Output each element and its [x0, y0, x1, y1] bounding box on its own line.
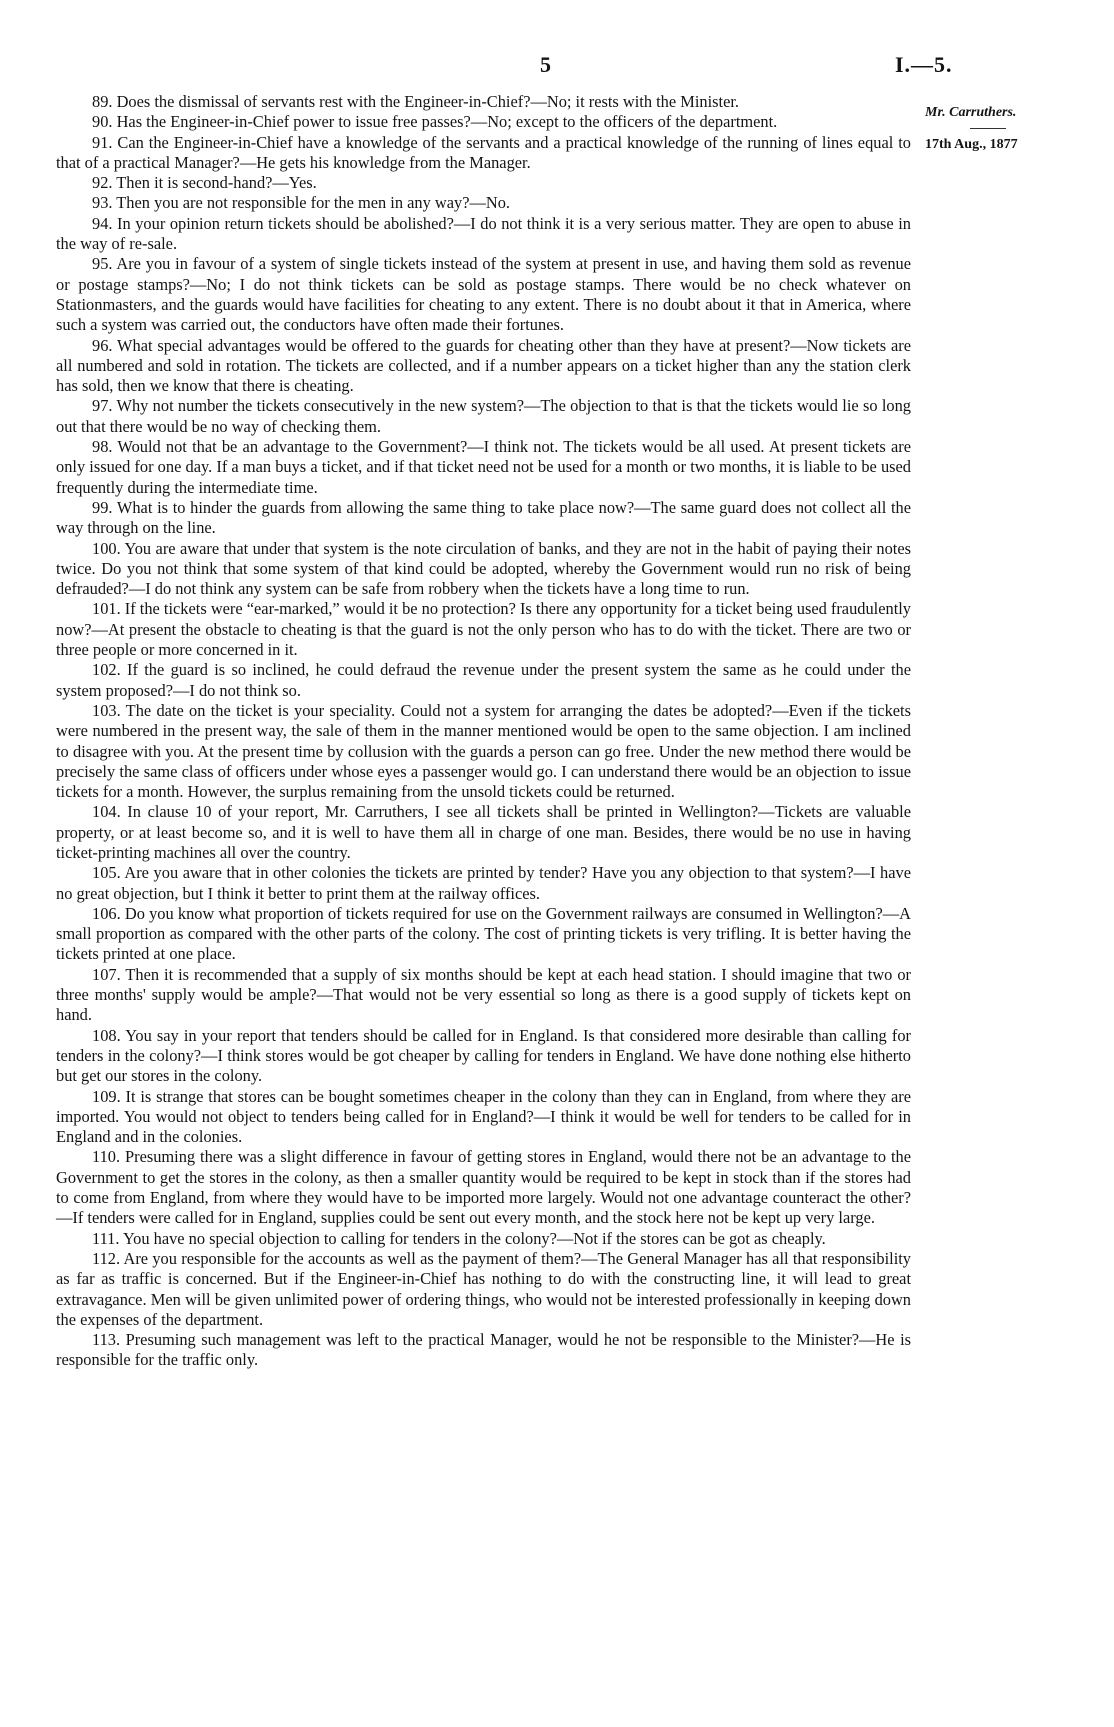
- paragraph-q104: 104. In clause 10 of your report, Mr. Carruthers, I see all tickets shall be printed in Wellington?—Tickets are valuable property, or at least become so, and it is well to have them all in charge of one man. Besides, there would be no use in having ticket-printing machines all over the country.: [56, 802, 911, 862]
- paragraph-q106: 106. Do you know what proportion of tickets required for use on the Government railways are consumed in Wellington?—A small proportion as compared with the other parts of the colony. The cost of printing tickets is very trifling. It is better having the tickets printed at one place.: [56, 903, 911, 964]
- paragraph-q113: 113. Presuming such management was left to the practical Manager, would he not be responsible to the Minister?—He is responsible for the traffic only.: [56, 1330, 911, 1370]
- document-code: I.—5.: [895, 52, 953, 77]
- paragraph-q98: 98. Would not that be an advantage to the Government?—I think not. The tickets would be all used. At present tickets are only issued for one day. If a man buys a ticket, and if that ticket need not be used for a month or two months, it is liable to be used frequently during the intermediate time.: [56, 437, 911, 497]
- paragraph-q89: 89. Does the dismissal of servants rest with the Engineer-in-Chief?—No; it rests with the Minister.: [92, 92, 739, 111]
- paragraph-q110: 110. Presuming there was a slight difference in favour of getting stores in England, would there not be an advantage to the Government to get the stores in the colony, as then a smaller quantity would be required to be kept in stock than if the stores had to come from England, from where they would have to be imported more largely. Would not one advantage counteract the other?—If tenders were called for in England, supplies could be sent out every month, and the stock here not be kept up very large.: [56, 1147, 911, 1228]
- paragraph-q96: 96. What special advantages would be offered to the guards for cheating other than they have at present?—Now tickets are all numbered and sold in rotation. The tickets are collected, and if a number appears on a ticket higher than any the station clerk has sold, then we know that there is cheating.: [56, 335, 911, 396]
- paragraph-q97: 97. Why not number the tickets consecutively in the new system?—The objection to that is that the tickets would lie so long out that there would be no way of checking them.: [56, 396, 911, 436]
- testimony-body: [56, 92, 911, 1371]
- paragraph-q91: 91. Can the Engineer-in-Chief have a knowledge of the servants and a practical knowledge of the running of lines equal to that of a practical Manager?—He gets his knowledge from the Manager.: [56, 132, 911, 172]
- page-number: 5: [540, 52, 551, 77]
- paragraph-q111: 111. You have no special objection to calling for tenders in the colony?—Not if the stores can be got as cheaply.: [92, 1228, 826, 1248]
- paragraph-q100: 100. You are aware that under that system is the note circulation of banks, and they are not in the habit of paying their notes twice. Do you not think that some system of that kind could be adopted, whereby the Government would run no risk of being defrauded?—I do not think any system can be safe from robbery when the tickets have a long time to run.: [56, 538, 911, 599]
- paragraph-q109: 109. It is strange that stores can be bought sometimes cheaper in the colony than they can in England, from where they are imported. You would not object to tenders being called for in England?—I think it would be well for tenders to be called for in England and in the colonies.: [56, 1086, 911, 1147]
- paragraph-q101: 101. If the tickets were “ear-marked,” would it be no protection? Is there any opportunity for a ticket being used fraudulently now?—At present the obstacle to cheating is that the guard is not the only person who has to do with the ticket. There are two or three people or more concerned in it.: [56, 599, 911, 660]
- paragraph-q107: 107. Then it is recommended that a supply of six months should be kept at each head station. I should imagine that two or three months' supply would be ample?—That would not be very essential so long as there is a good supply of tickets kept on hand.: [56, 964, 911, 1025]
- paragraph-q90: 90. Has the Engineer-in-Chief power to issue free passes?—No; except to the officers of the department.: [92, 112, 778, 132]
- paragraph-q105: 105. Are you aware that in other colonies the tickets are printed by tender? Have you any objection to that system?—I have no great objection, but I think it better to print them at the railway offices.: [56, 863, 911, 903]
- paragraph-q92: 92. Then it is second-hand?—Yes.: [92, 173, 317, 193]
- paragraph-q108: 108. You say in your report that tenders should be called for in England. Is that considered more desirable than calling for tenders in the colony?—I think stores would be got cheaper by calling for tenders in England. We have done nothing else hitherto but get our stores in the colony.: [56, 1025, 911, 1086]
- margin-divider: [970, 128, 1006, 129]
- paragraph-q95: 95. Are you in favour of a system of single tickets instead of the system at present in use, and having them sold as revenue or postage stamps?—No; I do not think tickets can be sold as postage stamps. There would be no check whatever on Stationmasters, and the guards would have facilities for cheating to any extent. There is no doubt about it that in America, where such a system was carried out, the conductors have often made their fortunes.: [56, 254, 911, 335]
- margin-witness-name: Mr. Carruthers.: [925, 105, 1017, 120]
- paragraph-q102: 102. If the guard is so inclined, he could defraud the revenue under the present system the same as he could under the system proposed?—I do not think so.: [56, 660, 911, 700]
- margin-date: 17th Aug., 1877: [925, 137, 1018, 152]
- paragraph-q112: 112. Are you responsible for the accounts as well as the payment of them?—The General Manager has all that responsibility as far as traffic is concerned. But if the Engineer-in-Chief has nothing to do with the constructing line, it will lead to great extravagance. Men will be given unlimited power of ordering things, who would not be interested professionally in keeping down the expenses of the department.: [56, 1248, 911, 1329]
- paragraph-q103: 103. The date on the ticket is your speciality. Could not a system for arranging the dates be adopted?—Even if the tickets were numbered in the present way, the sale of them in the manner mentioned would be open to the same objection. I am inclined to disagree with you. At the present time by collusion with the guards a person can go free. Under the new method there would be precisely the same class of officers under whose eyes a passenger would go. I can understand there would be an objection to issue tickets for a month. However, the surplus remaining from the unsold tickets could be returned.: [56, 700, 911, 802]
- paragraph-q93: 93. Then you are not responsible for the men in any way?—No.: [92, 193, 511, 213]
- paragraph-q99: 99. What is to hinder the guards from allowing the same thing to take place now?—The same guard does not collect all the way through on the line.: [56, 497, 911, 538]
- paragraph-q94: 94. In your opinion return tickets should be abolished?—I do not think it is a very serious matter. They are open to abuse in the way of re-sale.: [56, 213, 911, 254]
